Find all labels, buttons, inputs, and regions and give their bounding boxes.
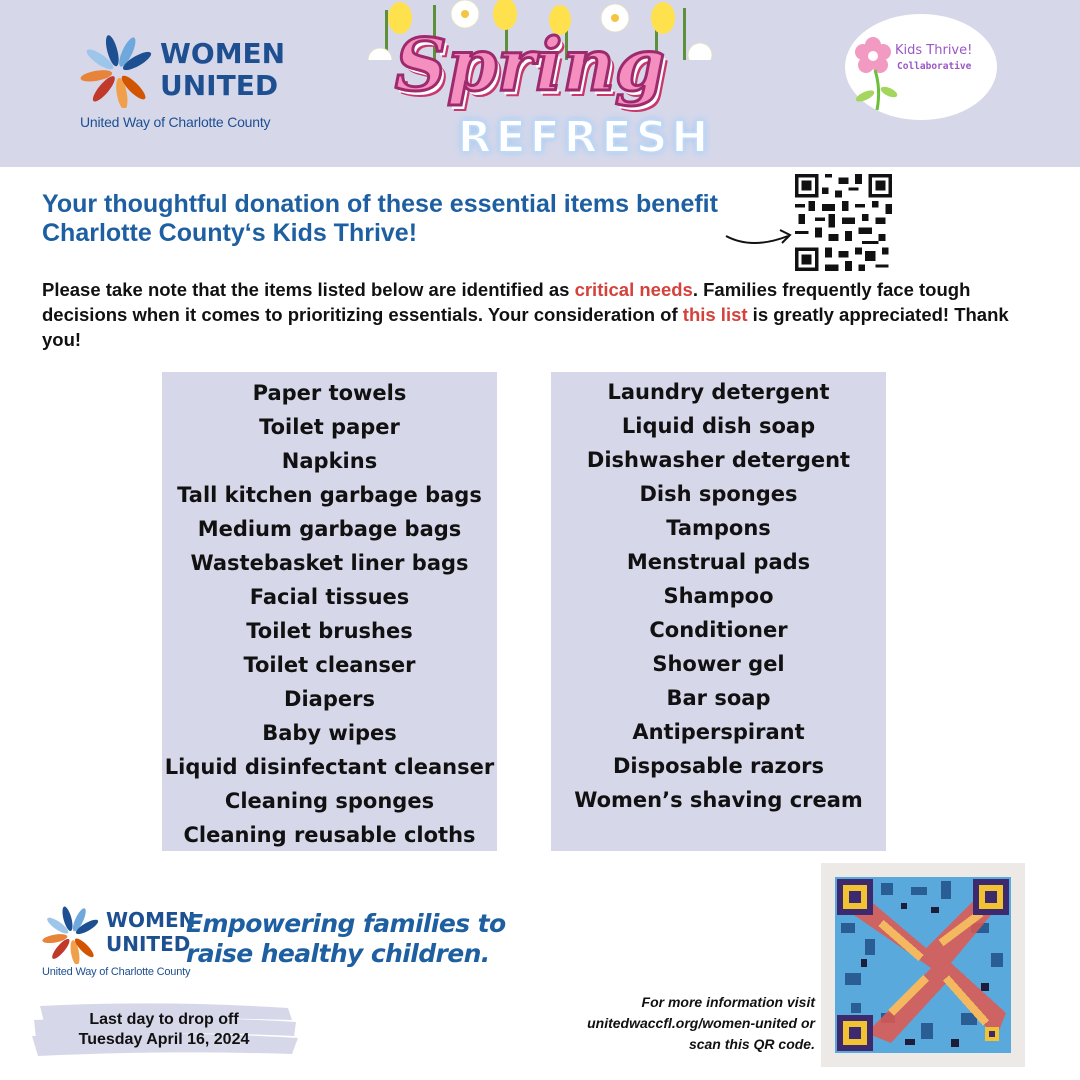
org-subtitle: United Way of Charlotte County: [80, 114, 271, 130]
critical-needs-note: [42, 277, 1032, 352]
list-item: Women’s shaving cream: [574, 788, 863, 812]
org-name-line2: UNITED: [106, 932, 191, 956]
list-item: Shampoo: [663, 584, 774, 608]
donation-heading: [42, 190, 782, 248]
list-item: Toilet paper: [259, 415, 400, 439]
list-item: Paper towels: [252, 381, 407, 405]
list-item: Toilet brushes: [246, 619, 413, 643]
list-item: Cleaning sponges: [224, 789, 435, 813]
info-line3: scan this QR code.: [688, 1036, 815, 1052]
list-item: Disposable razors: [612, 754, 825, 778]
list-item: Liquid disinfectant cleanser: [164, 755, 495, 779]
list-item: Wastebasket liner bags: [190, 551, 469, 575]
qr-code-icon[interactable]: [795, 174, 892, 271]
footer-women-united-logo[interactable]: [42, 904, 196, 982]
dropoff-deadline: [30, 1000, 298, 1060]
list-item: Baby wipes: [262, 721, 397, 745]
list-item: Medium garbage bags: [197, 517, 462, 541]
org-subtitle: United Way of Charlotte County: [42, 966, 191, 978]
kids-thrive-logo[interactable]: [845, 14, 997, 120]
list-item: Cleaning reusable cloths: [183, 823, 476, 847]
list-item: Shower gel: [652, 652, 785, 676]
dropoff-line2: Tuesday April 16, 2024: [78, 1031, 250, 1048]
list-item: Tampons: [666, 516, 771, 540]
refresh-title-text: REFRESH: [457, 112, 713, 163]
flower-petals-logo-icon: [42, 904, 102, 964]
list-item: Toilet cleanser: [243, 653, 416, 677]
header-banner: [0, 0, 1080, 167]
artistic-qr-code-icon[interactable]: [821, 863, 1025, 1067]
spring-title-text: Spring: [394, 22, 666, 107]
tagline-line1: Empowering families to: [186, 909, 506, 938]
tagline-line2: raise healthy children.: [186, 939, 490, 968]
tagline: [186, 909, 506, 969]
this-list-highlight: this list: [682, 304, 748, 325]
list-item: Facial tissues: [249, 585, 410, 609]
org-name-line1: WOMEN: [106, 908, 196, 932]
org-name-line2: UNITED: [160, 69, 279, 102]
list-item: Conditioner: [649, 618, 788, 642]
info-line1: For more information visit: [641, 994, 815, 1010]
critical-needs-highlight: critical needs: [574, 279, 693, 300]
note-part3: is greatly appreciated! Thank you!: [42, 304, 1009, 350]
dropoff-line1: Last day to drop off: [89, 1011, 239, 1028]
kids-thrive-name: Kids Thrive!: [895, 43, 973, 58]
personal-care-items-list: [551, 372, 886, 851]
list-item: Antiperspirant: [632, 720, 805, 744]
list-item: Bar soap: [666, 686, 771, 710]
curved-arrow-icon: [722, 220, 797, 250]
household-items-list: [162, 372, 497, 851]
info-url[interactable]: unitedwaccfl.org/women-united or: [587, 1015, 815, 1031]
heading-line1: Your thoughtful donation of these essential items benefit: [42, 190, 718, 218]
flower-petals-logo-icon: [80, 32, 156, 108]
kids-thrive-subtitle: Collaborative: [897, 61, 972, 72]
list-item: Napkins: [281, 449, 378, 473]
spring-refresh-title: [365, 0, 715, 167]
dropoff-text: [30, 1010, 298, 1050]
list-item: Liquid dish soap: [621, 414, 816, 438]
org-name-line1: WOMEN: [160, 37, 286, 70]
note-part1: Please take note that the items listed below are identified as: [42, 279, 575, 300]
pink-flower-icon: [851, 34, 901, 114]
list-item: Menstrual pads: [626, 550, 811, 574]
more-info-text: [500, 992, 815, 1055]
list-item: Laundry detergent: [607, 380, 830, 404]
note-part2: . Families frequently face tough decisions when it comes to prioritizing essentials. Your consideration of: [42, 279, 971, 325]
women-united-logo[interactable]: [80, 32, 286, 132]
list-item: Diapers: [284, 687, 375, 711]
list-item: Dish sponges: [639, 482, 798, 506]
list-item: Dishwasher detergent: [586, 448, 851, 472]
list-item: Tall kitchen garbage bags: [177, 483, 482, 507]
heading-line2: Charlotte County‘s Kids Thrive!: [42, 219, 418, 247]
